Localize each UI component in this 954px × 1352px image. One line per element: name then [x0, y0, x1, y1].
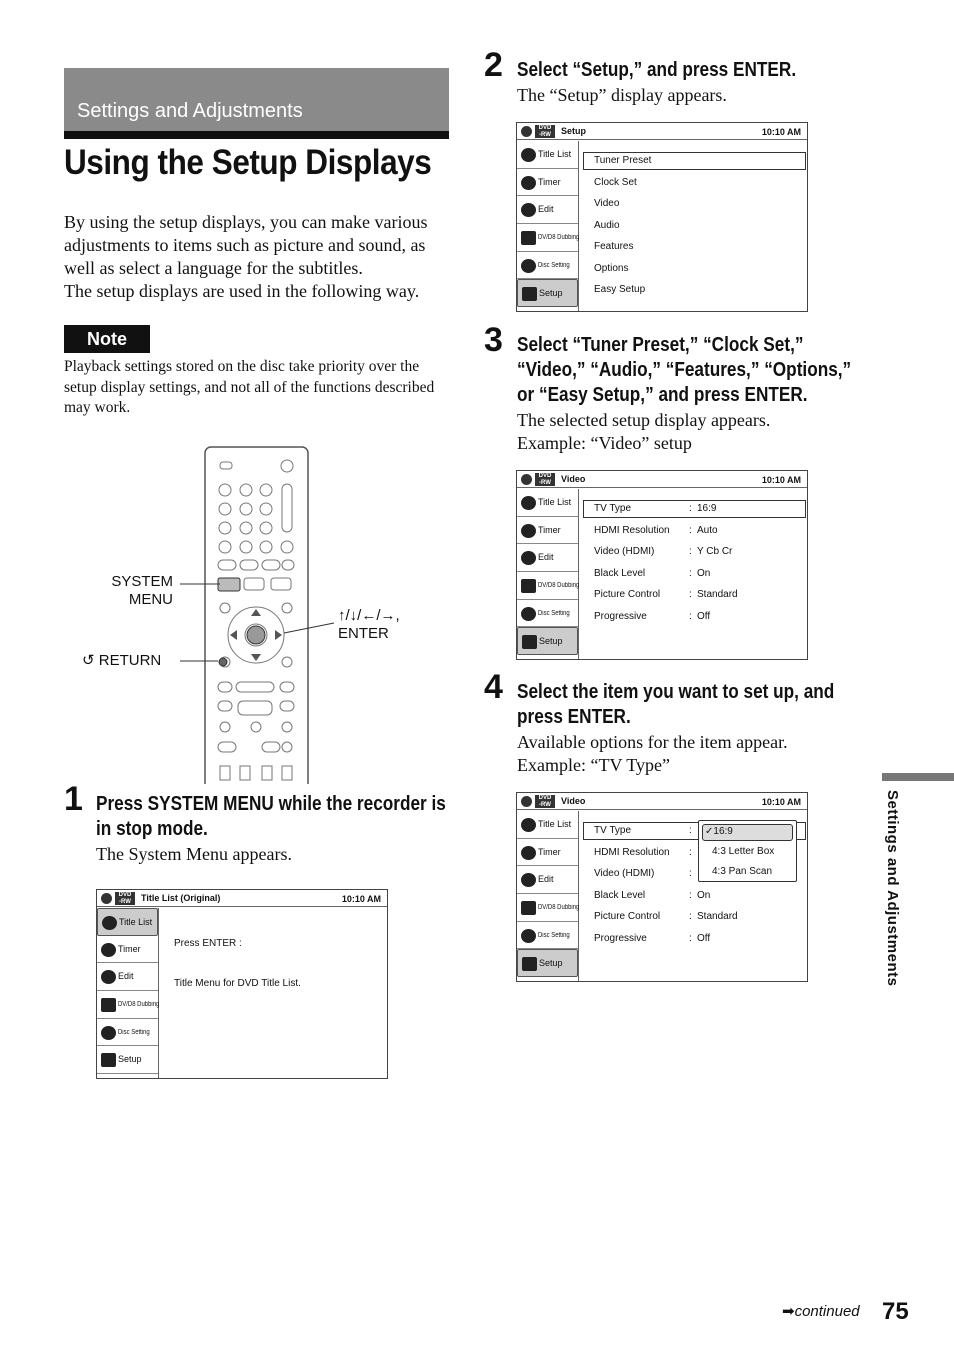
setting-row-video-hdmi[interactable]: Video (HDMI) :: [594, 868, 692, 879]
osd-title: Video: [561, 474, 586, 484]
setting-row-tv-type[interactable]: TV Type : 16:9: [594, 503, 717, 514]
side-tab-label: Settings and Adjustments: [884, 790, 901, 987]
title-list-icon: [521, 818, 536, 832]
camcorder-icon: [521, 579, 536, 593]
dvd-rw-badge: DVD -RW: [535, 125, 555, 138]
setting-row-progressive[interactable]: Progressive : Off: [594, 610, 711, 622]
tab-edit[interactable]: Edit: [517, 866, 578, 894]
tab-title-list[interactable]: Title List: [517, 141, 578, 169]
osd-menu-tabs: [517, 811, 579, 981]
osd-line: Press ENTER :: [174, 938, 242, 949]
step-1-number: 1: [64, 780, 83, 818]
tv-type-options-popup: [698, 820, 797, 882]
setup-item-options[interactable]: Options: [594, 262, 629, 274]
tab-setup[interactable]: Setup: [97, 1046, 158, 1074]
step-2-heading: Select “Setup,” and press ENTER.: [517, 59, 797, 81]
setting-row-video-hdmi[interactable]: Video (HDMI) : Y Cb Cr: [594, 546, 733, 557]
osd-title: Setup: [561, 126, 587, 136]
arrows-enter-callout: ↑/↓/←/→, ENTER: [338, 607, 400, 642]
side-tab-bar: [882, 773, 954, 781]
osd-clock: 10:10 AM: [761, 475, 801, 485]
tab-timer[interactable]: Timer: [97, 936, 158, 964]
section-header-band: [64, 68, 449, 131]
tab-dubbing[interactable]: DV/D8 Dubbing: [517, 572, 578, 600]
toolbox-icon: [522, 287, 537, 301]
osd-title-bar: [97, 890, 387, 907]
step-2-number: 2: [484, 46, 503, 84]
option-4-3-pan-scan[interactable]: 4:3 Pan Scan: [712, 866, 773, 877]
tab-disc-setting[interactable]: Disc Setting: [517, 252, 578, 280]
osd-menu-tabs: [97, 908, 159, 1078]
note-text: Playback settings stored on the disc take priority over the setup display settings, and not all of the functions described may work.: [64, 358, 435, 416]
setting-row-picture-control[interactable]: Picture Control : Standard: [594, 911, 738, 922]
setup-item-features[interactable]: Features: [594, 241, 634, 252]
timer-icon: [521, 176, 536, 190]
disc-setting-icon: [521, 259, 536, 273]
camcorder-icon: [101, 998, 116, 1012]
tab-setup[interactable]: Setup: [517, 279, 578, 307]
intro-paragraph: By using the setup displays, you can make various adjustments to items such as picture and sound, as well as select a language for the subtitles. The setup displays are used in the following way.: [64, 212, 428, 301]
step-1-heading: Press SYSTEM MENU while the recorder is in stop mode.: [96, 793, 446, 840]
disc-setting-icon: [101, 1026, 116, 1040]
disc-icon: [101, 893, 112, 904]
setting-row-hdmi-resolution[interactable]: HDMI Resolution : Auto: [594, 524, 718, 536]
timer-icon: [521, 846, 536, 860]
tab-disc-setting[interactable]: Disc Setting: [517, 922, 578, 950]
tab-timer[interactable]: Timer: [517, 839, 578, 867]
tab-edit[interactable]: Edit: [97, 963, 158, 991]
setup-item-audio[interactable]: Audio: [594, 219, 620, 231]
tab-dubbing[interactable]: DV/D8 Dubbing: [517, 224, 578, 252]
tab-timer[interactable]: Timer: [517, 517, 578, 545]
continued-label: ➡continued: [782, 1303, 860, 1320]
tab-setup[interactable]: Setup: [517, 627, 578, 655]
page-number: 75: [882, 1298, 909, 1325]
setup-item-clock-set[interactable]: Clock Set: [594, 176, 637, 188]
step-4-number: 4: [484, 668, 503, 706]
step-1-body: The System Menu appears.: [96, 844, 292, 864]
osd-title-bar: [517, 123, 807, 140]
page-title: Using the Setup Displays: [64, 143, 432, 182]
step-2-body: The “Setup” display appears.: [517, 85, 727, 105]
option-4-3-letter-box[interactable]: 4:3 Letter Box: [712, 846, 775, 857]
osd-clock: 10:10 AM: [341, 894, 381, 904]
step-4-heading: Select the item you want to set up, and press ENTER.: [517, 681, 835, 728]
osd-clock: 10:10 AM: [761, 127, 801, 137]
osd-content: [580, 489, 807, 659]
system-menu-screen: [96, 889, 388, 1079]
return-icon: ↺: [82, 652, 95, 669]
title-list-icon: [102, 916, 117, 930]
tv-type-options-screen: [516, 792, 808, 982]
tab-dubbing[interactable]: DV/D8 Dubbing: [517, 894, 578, 922]
return-callout: [82, 652, 161, 670]
osd-line: Title Menu for DVD Title List.: [174, 978, 301, 989]
setting-row-tv-type[interactable]: TV Type :: [594, 825, 692, 836]
title-list-icon: [521, 148, 536, 162]
note-badge: Note: [64, 325, 150, 353]
toolbox-icon: [522, 635, 537, 649]
tab-disc-setting[interactable]: Disc Setting: [97, 1019, 158, 1047]
tab-edit[interactable]: Edit: [517, 544, 578, 572]
step-3-number: 3: [484, 321, 503, 359]
disc-icon: [521, 126, 532, 137]
step-3-body: The selected setup display appears. Example: “Video” setup: [517, 410, 771, 453]
toolbox-icon: [101, 1053, 116, 1067]
system-menu-callout: SYSTEM MENU: [111, 573, 173, 608]
scissors-icon: [521, 551, 536, 565]
step-4-body: Available options for the item appear. Example: “TV Type”: [517, 732, 788, 775]
setting-row-hdmi-resolution[interactable]: HDMI Resolution :: [594, 846, 692, 858]
osd-title: Video: [561, 796, 586, 806]
scissors-icon: [521, 203, 536, 217]
tab-title-list[interactable]: Title List: [517, 811, 578, 839]
setup-screen: [516, 122, 808, 312]
step-3-heading: Select “Tuner Preset,” “Clock Set,” “Video,” “Audio,” “Features,” “Options,” or “Easy Setup,” and press ENTER.: [517, 334, 852, 406]
setup-item-tuner-preset[interactable]: Tuner Preset: [594, 155, 652, 166]
disc-icon: [521, 796, 532, 807]
tab-title-list[interactable]: Title List: [517, 489, 578, 517]
arrow-right-icon: ➡: [782, 1303, 795, 1320]
setting-row-progressive[interactable]: Progressive : Off: [594, 932, 711, 944]
tab-edit[interactable]: Edit: [517, 196, 578, 224]
osd-title-bar: [517, 471, 807, 488]
tab-dubbing[interactable]: DV/D8 Dubbing: [97, 991, 158, 1019]
osd-menu-tabs: [517, 141, 579, 311]
osd-content: [580, 141, 807, 311]
dvd-rw-badge: DVD -RW: [535, 795, 555, 808]
osd-content: [160, 908, 387, 1078]
title-list-icon: [521, 496, 536, 510]
osd-clock: 10:10 AM: [761, 797, 801, 807]
disc-setting-icon: [521, 607, 536, 621]
camcorder-icon: [521, 901, 536, 915]
setting-row-black-level[interactable]: Black Level : On: [594, 889, 711, 901]
timer-icon: [521, 524, 536, 538]
tab-setup[interactable]: Setup: [517, 949, 578, 977]
disc-setting-icon: [521, 929, 536, 943]
toolbox-icon: [522, 957, 537, 971]
tab-disc-setting[interactable]: Disc Setting: [517, 600, 578, 628]
setup-item-easy-setup[interactable]: Easy Setup: [594, 284, 646, 295]
video-setup-screen: [516, 470, 808, 660]
osd-menu-tabs: [517, 489, 579, 659]
option-16-9[interactable]: ✓16:9: [705, 826, 733, 837]
setup-item-video[interactable]: Video: [594, 198, 620, 209]
tab-timer[interactable]: Timer: [517, 169, 578, 197]
tab-title-list[interactable]: Title List: [97, 908, 158, 936]
dvd-rw-badge: DVD -RW: [535, 473, 555, 486]
return-label: RETURN: [98, 652, 162, 669]
section-header: Settings and Adjustments: [77, 100, 303, 122]
section-rule: [64, 131, 449, 139]
camcorder-icon: [521, 231, 536, 245]
dvd-rw-badge: DVD -RW: [115, 892, 135, 905]
setting-row-black-level[interactable]: Black Level : On: [594, 567, 711, 579]
timer-icon: [101, 943, 116, 957]
setting-row-picture-control[interactable]: Picture Control : Standard: [594, 589, 738, 600]
scissors-icon: [521, 873, 536, 887]
scissors-icon: [101, 970, 116, 984]
osd-title: Title List (Original): [141, 893, 221, 903]
osd-content: [580, 811, 807, 981]
osd-title-bar: [517, 793, 807, 810]
disc-icon: [521, 474, 532, 485]
